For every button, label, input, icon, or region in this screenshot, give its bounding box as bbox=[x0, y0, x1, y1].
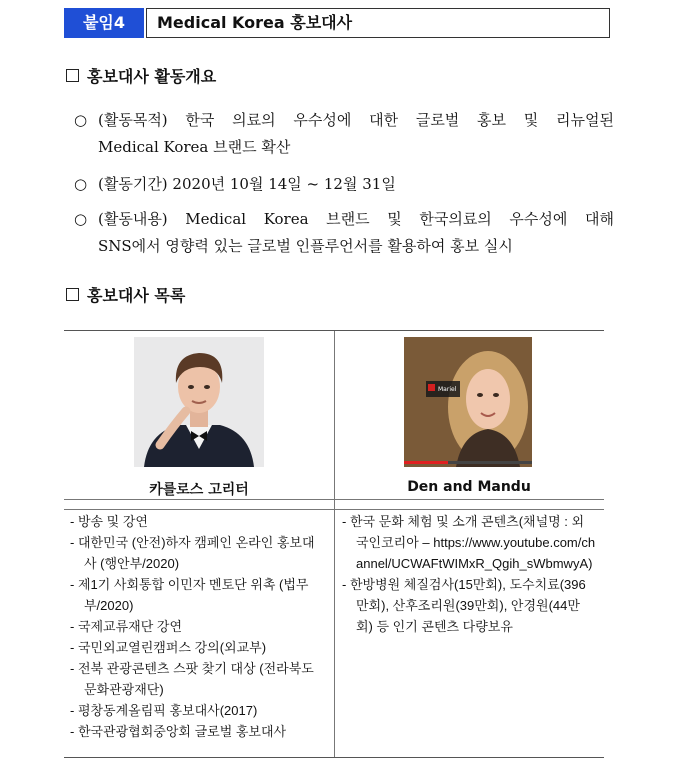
section-heading-list bbox=[66, 283, 185, 306]
bullet-period bbox=[74, 171, 614, 198]
circle-bullet-icon: ○ bbox=[74, 111, 88, 129]
video-caption: Mariel bbox=[438, 386, 457, 393]
section-title: 홍보대사 활동개요 bbox=[87, 67, 217, 86]
ambassador-carlos-activities bbox=[70, 511, 324, 742]
ambassador-name: 카를로스 고리터 bbox=[149, 482, 249, 498]
bullet-line: SNS에서 영향력 있는 글로벌 인플루언서를 활용하여 홍보 실시 bbox=[98, 237, 513, 255]
ambassador-den-mandu-activities bbox=[342, 511, 596, 637]
checkbox-square-icon bbox=[66, 288, 79, 301]
document-title: Medical Korea 홍보대사 bbox=[146, 8, 610, 38]
circle-bullet-icon: ○ bbox=[74, 175, 88, 193]
list-item: - 평창동계올림픽 홍보대사(2017) bbox=[70, 703, 258, 718]
list-item: - 한국관광협회중앙회 글로벌 홍보대사 bbox=[70, 724, 287, 739]
column-divider bbox=[334, 331, 335, 757]
list-item: - 방송 및 강연 bbox=[70, 514, 148, 529]
section-title: 홍보대사 목록 bbox=[87, 286, 186, 305]
list-item: - 전북 관광콘텐츠 스팟 찾기 대상 (전라북도 문화관광재단) bbox=[70, 661, 314, 697]
list-item: - 국민외교열린캠퍼스 강의(외교부) bbox=[70, 640, 267, 655]
ambassador-photo-den-mandu bbox=[404, 337, 532, 467]
row-divider bbox=[64, 499, 604, 500]
ambassador-table bbox=[64, 330, 604, 758]
bullet-line: Medical Korea 브랜드 확산 bbox=[98, 138, 291, 156]
section-heading-overview bbox=[66, 64, 216, 87]
attachment-tag: 붙임4 bbox=[64, 8, 144, 38]
attachment-header bbox=[64, 8, 610, 38]
bullet-line: (활동기간) 2020년 10월 14일 ~ 12월 31일 bbox=[98, 175, 396, 193]
bullet-line: (활동목적) 한국 의료의 우수성에 대한 글로벌 홍보 및 리뉴얼된 bbox=[98, 111, 614, 129]
ambassador-photo-carlos bbox=[134, 337, 264, 467]
list-item: - 대한민국 (안전)하자 캠페인 온라인 홍보대사 (행안부/2020) bbox=[70, 535, 315, 571]
list-item: - 한방병원 체질검사(15만회), 도수치료(396만회), 산후조리원(39만회), 안경원(44만회) 등 인기 콘텐츠 다량보유 bbox=[342, 577, 586, 634]
checkbox-square-icon bbox=[66, 69, 79, 82]
list-item: - 국제교류재단 강연 bbox=[70, 619, 183, 634]
bullet-line: (활동내용) Medical Korea 브랜드 및 한국의료의 우수성에 대해 bbox=[98, 210, 614, 228]
circle-bullet-icon: ○ bbox=[74, 210, 88, 228]
bullet-content bbox=[74, 206, 614, 260]
list-item: - 한국 문화 체험 및 소개 콘텐츠(채널명 : 외국인코리아 – https://www.youtube.com/channel/UCWAFtWIMxR_Qgih_sWbmwyA) bbox=[342, 514, 596, 571]
ambassador-name: Den and Mandu bbox=[407, 479, 531, 495]
row-divider bbox=[64, 509, 604, 510]
list-item: - 제1기 사회통합 이민자 멘토단 위촉 (법무부/2020) bbox=[70, 577, 309, 613]
bullet-purpose bbox=[74, 107, 614, 161]
